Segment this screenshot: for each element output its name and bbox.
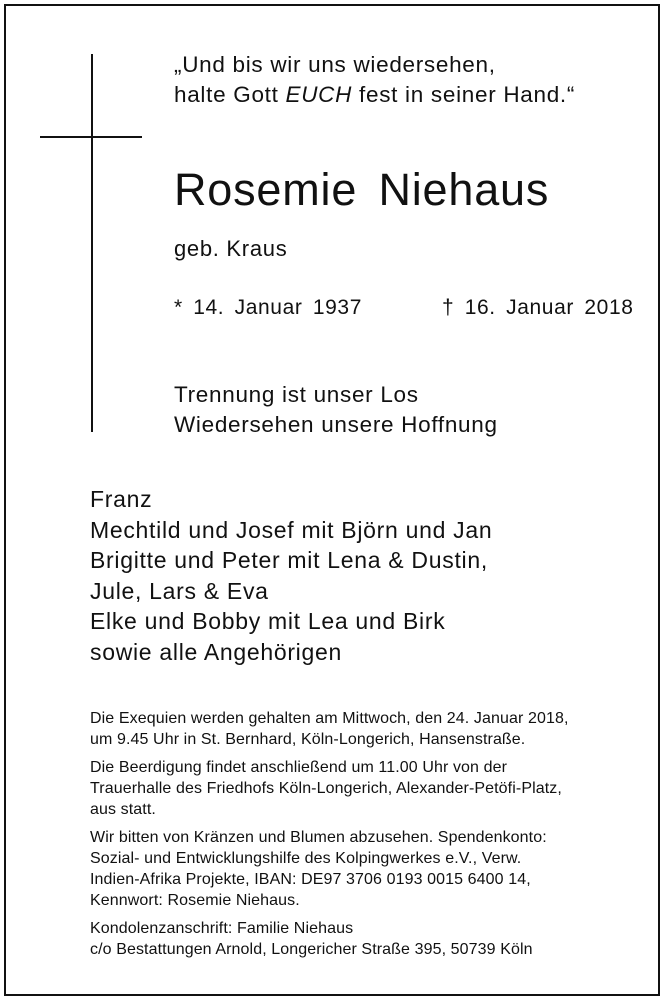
detail-line: Kennwort: Rosemie Niehaus. (90, 892, 300, 909)
burial-paragraph (90, 757, 569, 820)
death-date: † 16. Januar 2018 (442, 296, 634, 319)
bible-quote (174, 50, 575, 110)
birth-name: geb. Kraus (174, 236, 288, 261)
birth-date: * 14. Januar 1937 (174, 296, 362, 319)
mourner-line: Franz (90, 486, 153, 512)
cross-icon-horizontal-bar (40, 136, 142, 138)
detail-line: Kondolenzanschrift: Familie Niehaus (90, 920, 354, 937)
detail-line: um 9.45 Uhr in St. Bernhard, Köln-Longerich, Hansenstraße. (90, 731, 526, 748)
mourner-line: Jule, Lars & Eva (90, 577, 269, 604)
detail-line: Sozial- und Entwicklungshilfe des Kolpingwerkes e.V., Verw. (90, 850, 522, 867)
condolence-address-paragraph (90, 918, 569, 960)
obituary-notice (4, 4, 660, 996)
mourner-line: Mechtild und Josef mit Björn und Jan (90, 516, 493, 543)
detail-line: Indien-Afrika Projekte, IBAN: DE97 3706 0193 0015 6400 14, (90, 871, 531, 888)
motto-line-1: Trennung ist unser Los (174, 382, 419, 407)
cross-icon-vertical-bar (91, 54, 93, 432)
funeral-details (90, 708, 569, 967)
deceased-name: Rosemie Niehaus (174, 164, 550, 215)
detail-line: c/o Bestattungen Arnold, Longericher Straße 395, 50739 Köln (90, 941, 533, 958)
detail-line: aus statt. (90, 801, 156, 818)
quote-emphasis: EUCH (285, 82, 353, 107)
quote-line-2-end: fest in seiner Hand.“ (352, 82, 576, 107)
motto-line-2: Wiedersehen unsere Hoffnung (174, 412, 498, 437)
detail-line: Die Exequien werden gehalten am Mittwoch, den 24. Januar 2018, (90, 710, 569, 727)
mourner-line: Elke und Bobby mit Lea und Birk (90, 608, 446, 634)
quote-line-2-start: halte Gott (174, 82, 286, 107)
motto (174, 380, 498, 440)
detail-line: Wir bitten von Kränzen und Blumen abzusehen. Spendenkonto: (90, 829, 547, 846)
mourner-line: sowie alle Angehörigen (90, 638, 342, 665)
detail-line: Trauerhalle des Friedhofs Köln-Longerich, Alexander-Petöfi-Platz, (90, 780, 562, 797)
exequien-paragraph (90, 708, 569, 750)
quote-line-1: „Und bis wir uns wiedersehen, (174, 52, 496, 77)
detail-line: Die Beerdigung findet anschließend um 11.00 Uhr von der (90, 759, 508, 776)
mourners-list (90, 484, 492, 667)
donation-paragraph (90, 827, 569, 911)
mourner-line: Brigitte und Peter mit Lena & Dustin, (90, 547, 488, 573)
quote-line-2 (174, 80, 575, 110)
